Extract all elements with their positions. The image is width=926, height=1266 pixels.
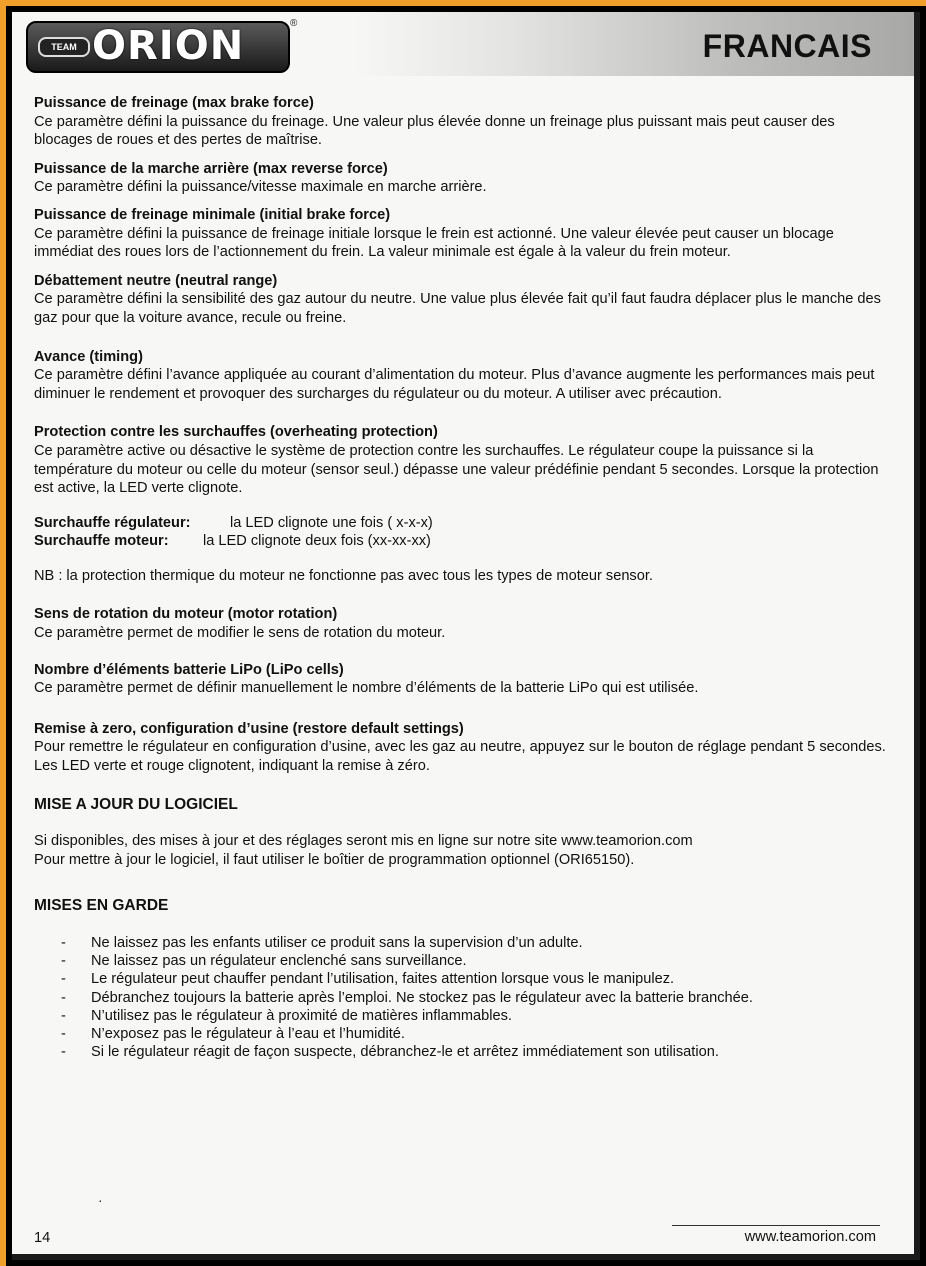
section-title: Puissance de freinage (max brake force)	[34, 95, 314, 111]
registered-mark: ®	[290, 18, 298, 29]
section-body: Ce paramètre défini la sensibilité des gaz autour du neutre. Une value plus élevée fait qu’il faut faudra déplacer plus le manche des gaz pour que la voiture avance, recule ou freine.	[34, 291, 881, 326]
section-title: Remise à zero, configuration d’usine (restore default settings)	[34, 720, 464, 737]
warnings-heading: MISES EN GARDE	[34, 897, 169, 915]
section-restore-defaults	[34, 720, 894, 776]
software-line-1: Si disponibles, des mises à jour et des réglages seront mis en ligne sur notre site www.teamorion.com	[34, 833, 693, 850]
section-body: Pour remettre le régulateur en configuration d’usine, avec les gaz au neutre, appuyez sur le bouton de réglage pendant 5 secondes. Les LED verte et rouge clignotent, indiquant la remise à zéro.	[34, 739, 886, 775]
footer-website: www.teamorion.com	[744, 1229, 876, 1245]
section-title: Avance (timing)	[34, 348, 143, 365]
logo-team-badge: TEAM	[38, 37, 90, 57]
page-content	[34, 90, 894, 1061]
section-overheating	[34, 423, 894, 497]
section-motor-rotation	[34, 605, 894, 642]
software-update-text	[34, 832, 894, 869]
section-brake-force	[34, 94, 894, 150]
section-body: Ce paramètre défini la puissance du freinage. Une valeur plus élevée donne un freinage plus puissant mais peut causer des blocages de roues et des pertes de maîtrise.	[34, 113, 835, 149]
warnings-list	[34, 934, 894, 1061]
section-title: Puissance de freinage minimale (initial brake force)	[34, 206, 391, 223]
warning-item: - N’utilisez pas le régulateur à proximité de matières inflammables.	[34, 1007, 894, 1025]
warning-item: - Ne laissez pas les enfants utiliser ce produit sans la supervision d’un adulte.	[34, 934, 894, 952]
section-reverse-force	[34, 160, 894, 197]
warning-item: - Ne laissez pas un régulateur enclenché sans surveillance.	[34, 952, 894, 970]
section-body: Ce paramètre active ou désactive le système de protection contre les surchauffes. Le régulateur coupe la puissance si la température du moteur ou celle du moteur (sensor seul.) dépasse une valeur prédéfinie pendant 5 secondes. Lorsque la protection est active, la LED verte clignote.	[34, 442, 879, 497]
section-neutral-range	[34, 272, 894, 328]
software-line-2: Pour mettre à jour le logiciel, il faut utiliser le boîtier de programmation optionnel (ORI65150).	[34, 851, 635, 868]
warning-item: - Le régulateur peut chauffer pendant l’utilisation, faites attention lorsque vous le manipulez.	[34, 970, 894, 988]
section-title: Nombre d’éléments batterie LiPo (LiPo cells)	[34, 661, 344, 678]
section-title: Puissance de la marche arrière (max reverse force)	[34, 160, 388, 177]
led-label-regulator: Surchauffe régulateur:	[34, 514, 191, 531]
warning-item: - Débranchez toujours la batterie après l’emploi. Ne stockez pas le régulateur avec la batterie branchée.	[34, 989, 894, 1007]
section-title: Débattement neutre (neutral range)	[34, 272, 278, 289]
software-update-heading: MISE A JOUR DU LOGICIEL	[34, 795, 238, 813]
led-value-motor: la LED clignote deux fois (xx-xx-xx)	[203, 533, 431, 550]
team-orion-logo	[26, 21, 290, 73]
document-page	[12, 12, 914, 1254]
section-body: Ce paramètre défini la puissance/vitesse maximale en marche arrière.	[34, 179, 487, 196]
language-title: FRANCAIS	[702, 28, 872, 64]
section-body: Ce paramètre permet de définir manuellement le nombre d’éléments de la batterie LiPo qui est utilisée.	[34, 680, 699, 697]
section-initial-brake	[34, 206, 894, 262]
thermal-note: NB : la protection thermique du moteur ne fonctionne pas avec tous les types de moteur sensor.	[34, 567, 653, 584]
warning-item: - Si le régulateur réagit de façon suspecte, débranchez-le et arrêtez immédiatement son utilisation.	[34, 1043, 894, 1061]
section-title: Protection contre les surchauffes (overheating protection)	[34, 424, 438, 441]
led-codes	[34, 514, 894, 551]
stray-dot: ·	[98, 1192, 103, 1208]
section-body: Ce paramètre défini la puissance de freinage initiale lorsque le frein est actionné. Une valeur élevée peut causer un blocage immédiat des roues lors de l’actionnement du frein. La valeur minimale est égale à la valeur du frein moteur.	[34, 225, 834, 261]
section-body: Ce paramètre permet de modifier le sens de rotation du moteur.	[34, 625, 446, 642]
page-number: 14	[34, 1230, 51, 1246]
logo-wordmark: ORION	[92, 23, 245, 69]
led-label-motor: Surchauffe moteur:	[34, 533, 169, 550]
section-body: Ce paramètre défini l’avance appliquée au courant d’alimentation du moteur. Plus d’avance augmente les performances mais peut diminuer le rendement et provoquer des surcharges du régulateur ou du moteur. A utiliser avec précaution.	[34, 367, 875, 402]
footer-rule	[672, 1225, 880, 1226]
warning-item: - N’exposez pas le régulateur à l’eau et l’humidité.	[34, 1025, 894, 1043]
section-timing	[34, 348, 894, 404]
led-value-regulator: la LED clignote une fois ( x-x-x)	[230, 514, 433, 531]
section-lipo-cells	[34, 661, 894, 698]
section-title: Sens de rotation du moteur (motor rotation)	[34, 606, 338, 623]
